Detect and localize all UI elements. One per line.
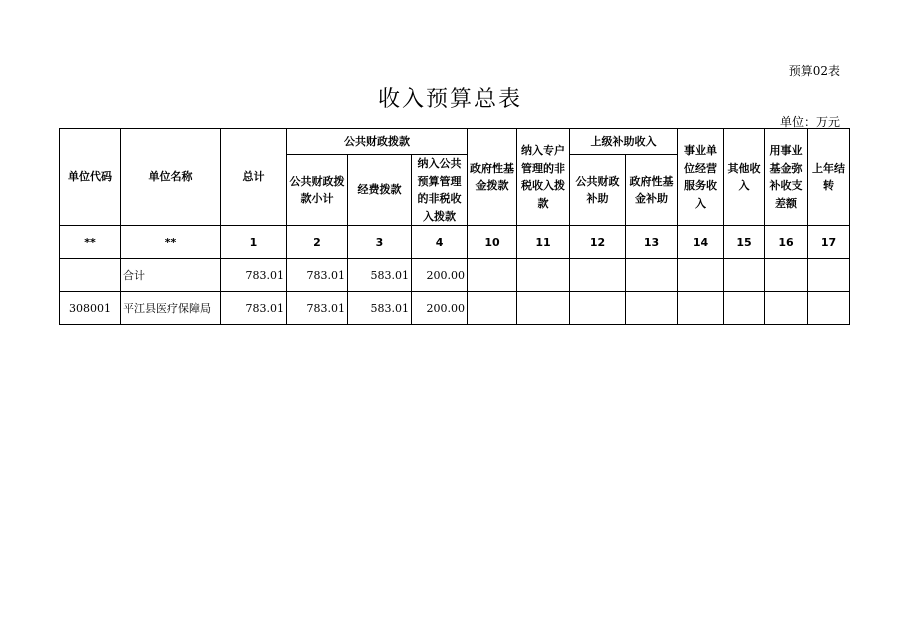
index-cell: ** [121, 226, 221, 259]
page-title: 收入预算总表 [377, 87, 522, 112]
col-group-fiscal: 公共财政拨款 [287, 129, 468, 155]
index-cell: 3 [348, 226, 412, 259]
col-sup-gov-fund: 政府性基金补助 [626, 155, 678, 226]
empty-cell [570, 259, 626, 292]
col-unit-code: 单位代码 [60, 129, 121, 226]
col-group-superior: 上级补助收入 [570, 129, 678, 155]
total-cell: 783.01 [221, 259, 287, 292]
index-cell: 10 [468, 226, 517, 259]
unit-code-cell [60, 259, 121, 292]
col-special-nontax: 纳入专户管理的非税收入拨款 [517, 129, 570, 226]
index-cell: 2 [287, 226, 348, 259]
form-number: 预算02表 [788, 64, 840, 78]
index-cell: 16 [765, 226, 808, 259]
empty-cell [765, 292, 808, 325]
col-other: 其他收入 [724, 129, 765, 226]
total-cell: 783.01 [221, 292, 287, 325]
index-cell: ** [60, 226, 121, 259]
unit-code-cell: 308001 [60, 292, 121, 325]
col-funds: 经费拨款 [348, 155, 412, 226]
empty-cell [808, 292, 850, 325]
col-unit-name: 单位名称 [121, 129, 221, 226]
col-fiscal-subtotal: 公共财政拨款小计 [287, 155, 348, 226]
empty-cell [517, 292, 570, 325]
col-carry: 上年结转 [808, 129, 850, 226]
fiscal-subtotal-cell: 783.01 [287, 292, 348, 325]
empty-cell [724, 259, 765, 292]
col-use-funds: 用事业基金弥补收支差额 [765, 129, 808, 226]
empty-cell [517, 259, 570, 292]
funds-cell: 583.01 [348, 292, 412, 325]
empty-cell [626, 259, 678, 292]
col-total: 总计 [221, 129, 287, 226]
index-cell: 11 [517, 226, 570, 259]
empty-cell [570, 292, 626, 325]
empty-cell [468, 259, 517, 292]
table-row [60, 292, 850, 325]
empty-cell [468, 292, 517, 325]
fiscal-subtotal-cell: 783.01 [287, 259, 348, 292]
index-cell: 15 [724, 226, 765, 259]
col-gov-fund: 政府性基金拨款 [468, 129, 517, 226]
index-cell: 12 [570, 226, 626, 259]
funds-cell: 583.01 [348, 259, 412, 292]
index-cell: 17 [808, 226, 850, 259]
index-cell: 1 [221, 226, 287, 259]
unit-name-cell: 平江县医疗保障局 [121, 292, 221, 325]
empty-cell [808, 259, 850, 292]
empty-cell [678, 292, 724, 325]
unit-name-cell: 合计 [121, 259, 221, 292]
index-cell: 14 [678, 226, 724, 259]
non-tax-cell: 200.00 [412, 259, 468, 292]
non-tax-cell: 200.00 [412, 292, 468, 325]
col-non-tax: 纳入公共预算管理的非税收入拨款 [412, 155, 468, 226]
col-business: 事业单位经营服务收入 [678, 129, 724, 226]
budget-table [59, 128, 850, 325]
table-row [60, 259, 850, 292]
index-cell: 4 [412, 226, 468, 259]
unit-label: 单位：万元 [779, 115, 840, 129]
index-cell: 13 [626, 226, 678, 259]
empty-cell [678, 259, 724, 292]
empty-cell [724, 292, 765, 325]
col-sup-fiscal: 公共财政补助 [570, 155, 626, 226]
empty-cell [626, 292, 678, 325]
index-row [60, 226, 850, 259]
empty-cell [765, 259, 808, 292]
